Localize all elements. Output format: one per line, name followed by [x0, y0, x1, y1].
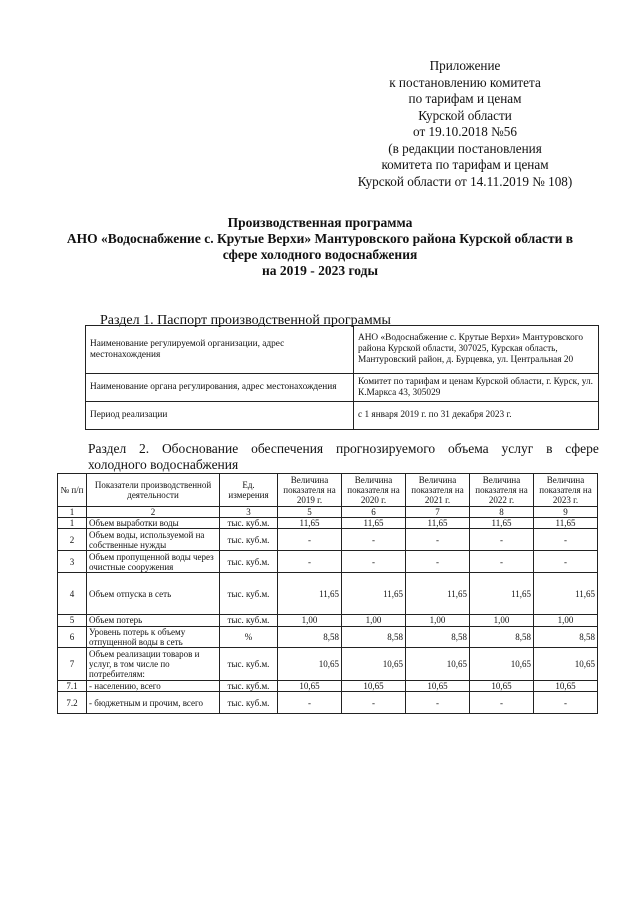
row-value: - — [406, 529, 470, 551]
row-value: 8,58 — [470, 626, 534, 647]
row-value: 11,65 — [342, 518, 406, 529]
table-colnum-cell: 7 — [406, 507, 470, 518]
table-header-cell: Величина показателя на 2021 г. — [406, 474, 470, 507]
passport-label: Наименование регулируемой организации, адрес местонахождения — [86, 326, 354, 374]
row-value: 10,65 — [406, 681, 470, 692]
row-indicator: Объем отпуска в сеть — [87, 573, 220, 615]
section2-heading-line1 — [88, 441, 599, 457]
table-row — [58, 681, 598, 692]
row-value: - — [534, 529, 598, 551]
program-title — [40, 215, 600, 279]
row-unit: тыс. куб.м. — [220, 692, 278, 714]
row-number: 6 — [58, 626, 87, 647]
row-number: 3 — [58, 551, 87, 573]
row-value: 1,00 — [406, 615, 470, 626]
table-row — [58, 648, 598, 681]
row-unit: тыс. куб.м. — [220, 551, 278, 573]
passport-row — [86, 402, 599, 430]
table-header-cell: Показатели производственной деятельности — [87, 474, 220, 507]
row-value: - — [342, 692, 406, 714]
row-value: - — [278, 529, 342, 551]
row-indicator: - бюджетным и прочим, всего — [87, 692, 220, 714]
row-value: 11,65 — [470, 573, 534, 615]
row-indicator: Объем воды, используемой на собственные нужды — [87, 529, 220, 551]
table-row — [58, 692, 598, 714]
row-value: - — [470, 692, 534, 714]
row-value: - — [470, 551, 534, 573]
section2-word: Раздел — [88, 441, 127, 456]
passport-value: Комитет по тарифам и ценам Курской области, г. Курск, ул. К.Маркса 43, 305029 — [354, 374, 599, 402]
title-line: АНО «Водоснабжение с. Крутые Верхи» Мантуровского района Курской области в — [66, 231, 574, 246]
section2-word: объема — [447, 441, 489, 456]
row-value: 10,65 — [406, 648, 470, 681]
table-row — [58, 518, 598, 529]
row-indicator: Объем потерь — [87, 615, 220, 626]
row-value: 11,65 — [470, 518, 534, 529]
passport-label: Период реализации — [86, 402, 354, 430]
table-header-row — [58, 474, 598, 507]
appendix-line: к постановлению комитета — [389, 74, 541, 90]
row-indicator: Объем выработки воды — [87, 518, 220, 529]
row-value: 1,00 — [534, 615, 598, 626]
row-unit: тыс. куб.м. — [220, 518, 278, 529]
row-value: - — [534, 692, 598, 714]
production-table — [57, 473, 598, 714]
appendix-line: комитета по тарифам и ценам — [381, 157, 549, 172]
appendix-line: Курской области от 14.11.2019 № 108) — [357, 173, 573, 189]
row-value: 1,00 — [278, 615, 342, 626]
section2-heading — [88, 441, 599, 473]
passport-label: Наименование органа регулирования, адрес местонахождения — [86, 374, 354, 402]
section2-word: 2. — [139, 441, 150, 456]
section2-word: сфере — [565, 441, 599, 456]
appendix-line: Курской области — [418, 107, 512, 123]
row-value: 8,58 — [534, 626, 598, 647]
table-header-cell: Величина показателя на 2023 г. — [534, 474, 598, 507]
row-value: 10,65 — [342, 681, 406, 692]
section2-word: в — [546, 441, 553, 456]
row-value: 11,65 — [534, 518, 598, 529]
row-value: 8,58 — [406, 626, 470, 647]
table-header-cell: Величина показателя на 2020 г. — [342, 474, 406, 507]
row-value: - — [406, 692, 470, 714]
table-header-cell: Величина показателя на 2019 г. — [278, 474, 342, 507]
passport-row — [86, 326, 599, 374]
row-value: - — [470, 529, 534, 551]
row-value: 11,65 — [534, 573, 598, 615]
row-value: 11,65 — [278, 518, 342, 529]
row-number: 7.1 — [58, 681, 87, 692]
row-value: 10,65 — [534, 681, 598, 692]
row-number: 7 — [58, 648, 87, 681]
row-value: 8,58 — [278, 626, 342, 647]
table-colnum-cell: 9 — [534, 507, 598, 518]
row-unit: тыс. куб.м. — [220, 681, 278, 692]
row-value: 10,65 — [342, 648, 406, 681]
row-value: - — [278, 692, 342, 714]
passport-row — [86, 374, 599, 402]
table-row — [58, 573, 598, 615]
row-number: 1 — [58, 518, 87, 529]
row-value: - — [342, 551, 406, 573]
row-number: 5 — [58, 615, 87, 626]
row-value: 11,65 — [406, 518, 470, 529]
row-unit: тыс. куб.м. — [220, 648, 278, 681]
appendix-line: от 19.10.2018 №56 — [413, 124, 517, 139]
row-value: 1,00 — [342, 615, 406, 626]
table-colnum-cell: 8 — [470, 507, 534, 518]
table-header-cell: Ед. измерения — [220, 474, 278, 507]
passport-value: АНО «Водоснабжение с. Крутые Верхи» Мантуровского района Курской области, 307025, Курская область, Мантуровский район, д. Бурцевка, ул. Центральная 20 — [354, 326, 599, 374]
row-value: 11,65 — [406, 573, 470, 615]
row-value: - — [342, 529, 406, 551]
row-unit: тыс. куб.м. — [220, 615, 278, 626]
appendix-line: по тарифам и ценам — [408, 91, 522, 106]
table-colnum-cell: 2 — [87, 507, 220, 518]
table-header-cell: Величина показателя на 2022 г. — [470, 474, 534, 507]
table-row — [58, 626, 598, 647]
table-colnum-cell: 5 — [278, 507, 342, 518]
title-line: сфере холодного водоснабжения — [222, 247, 418, 262]
title-line: на 2019 - 2023 годы — [261, 263, 379, 278]
row-unit: % — [220, 626, 278, 647]
section2-word: Обоснование — [161, 441, 239, 456]
row-value: 11,65 — [342, 573, 406, 615]
table-colnum-row — [58, 507, 598, 518]
table-colnum-cell: 6 — [342, 507, 406, 518]
table-row — [58, 551, 598, 573]
passport-value: с 1 января 2019 г. по 31 декабря 2023 г. — [354, 402, 599, 430]
title-line: Производственная программа — [227, 215, 413, 230]
section2-heading-line2: холодного водоснабжения — [88, 457, 239, 472]
table-header-cell: № п/п — [58, 474, 87, 507]
row-unit: тыс. куб.м. — [220, 573, 278, 615]
row-value: 10,65 — [470, 681, 534, 692]
table-row — [58, 615, 598, 626]
row-indicator: - населению, всего — [87, 681, 220, 692]
appendix-line: Приложение — [429, 58, 501, 73]
row-indicator: Уровень потерь к объему отпущенной воды в сеть — [87, 626, 220, 647]
section2-word: обеспечения — [251, 441, 324, 456]
table-colnum-cell: 3 — [220, 507, 278, 518]
section2-word: прогнозируемого — [335, 441, 436, 456]
row-number: 2 — [58, 529, 87, 551]
row-unit: тыс. куб.м. — [220, 529, 278, 551]
row-value: 1,00 — [470, 615, 534, 626]
row-value: 10,65 — [278, 648, 342, 681]
row-value: 11,65 — [278, 573, 342, 615]
row-number: 7.2 — [58, 692, 87, 714]
row-value: - — [278, 551, 342, 573]
table-row — [58, 529, 598, 551]
row-value: - — [534, 551, 598, 573]
section1-heading: Раздел 1. Паспорт производственной программы — [100, 313, 391, 328]
row-value: 10,65 — [470, 648, 534, 681]
section2-word: услуг — [501, 441, 534, 456]
table-colnum-cell: 1 — [58, 507, 87, 518]
row-value: 10,65 — [278, 681, 342, 692]
row-indicator: Объем реализации товаров и услуг, в том числе по потребителям: — [87, 648, 220, 681]
passport-table — [85, 325, 599, 430]
row-value: 10,65 — [534, 648, 598, 681]
row-indicator: Объем пропущенной воды через очистные сооружения — [87, 551, 220, 573]
row-value: 8,58 — [342, 626, 406, 647]
row-value: - — [406, 551, 470, 573]
appendix-header — [340, 58, 590, 190]
appendix-line: (в редакции постановления — [388, 140, 542, 156]
row-number: 4 — [58, 573, 87, 615]
